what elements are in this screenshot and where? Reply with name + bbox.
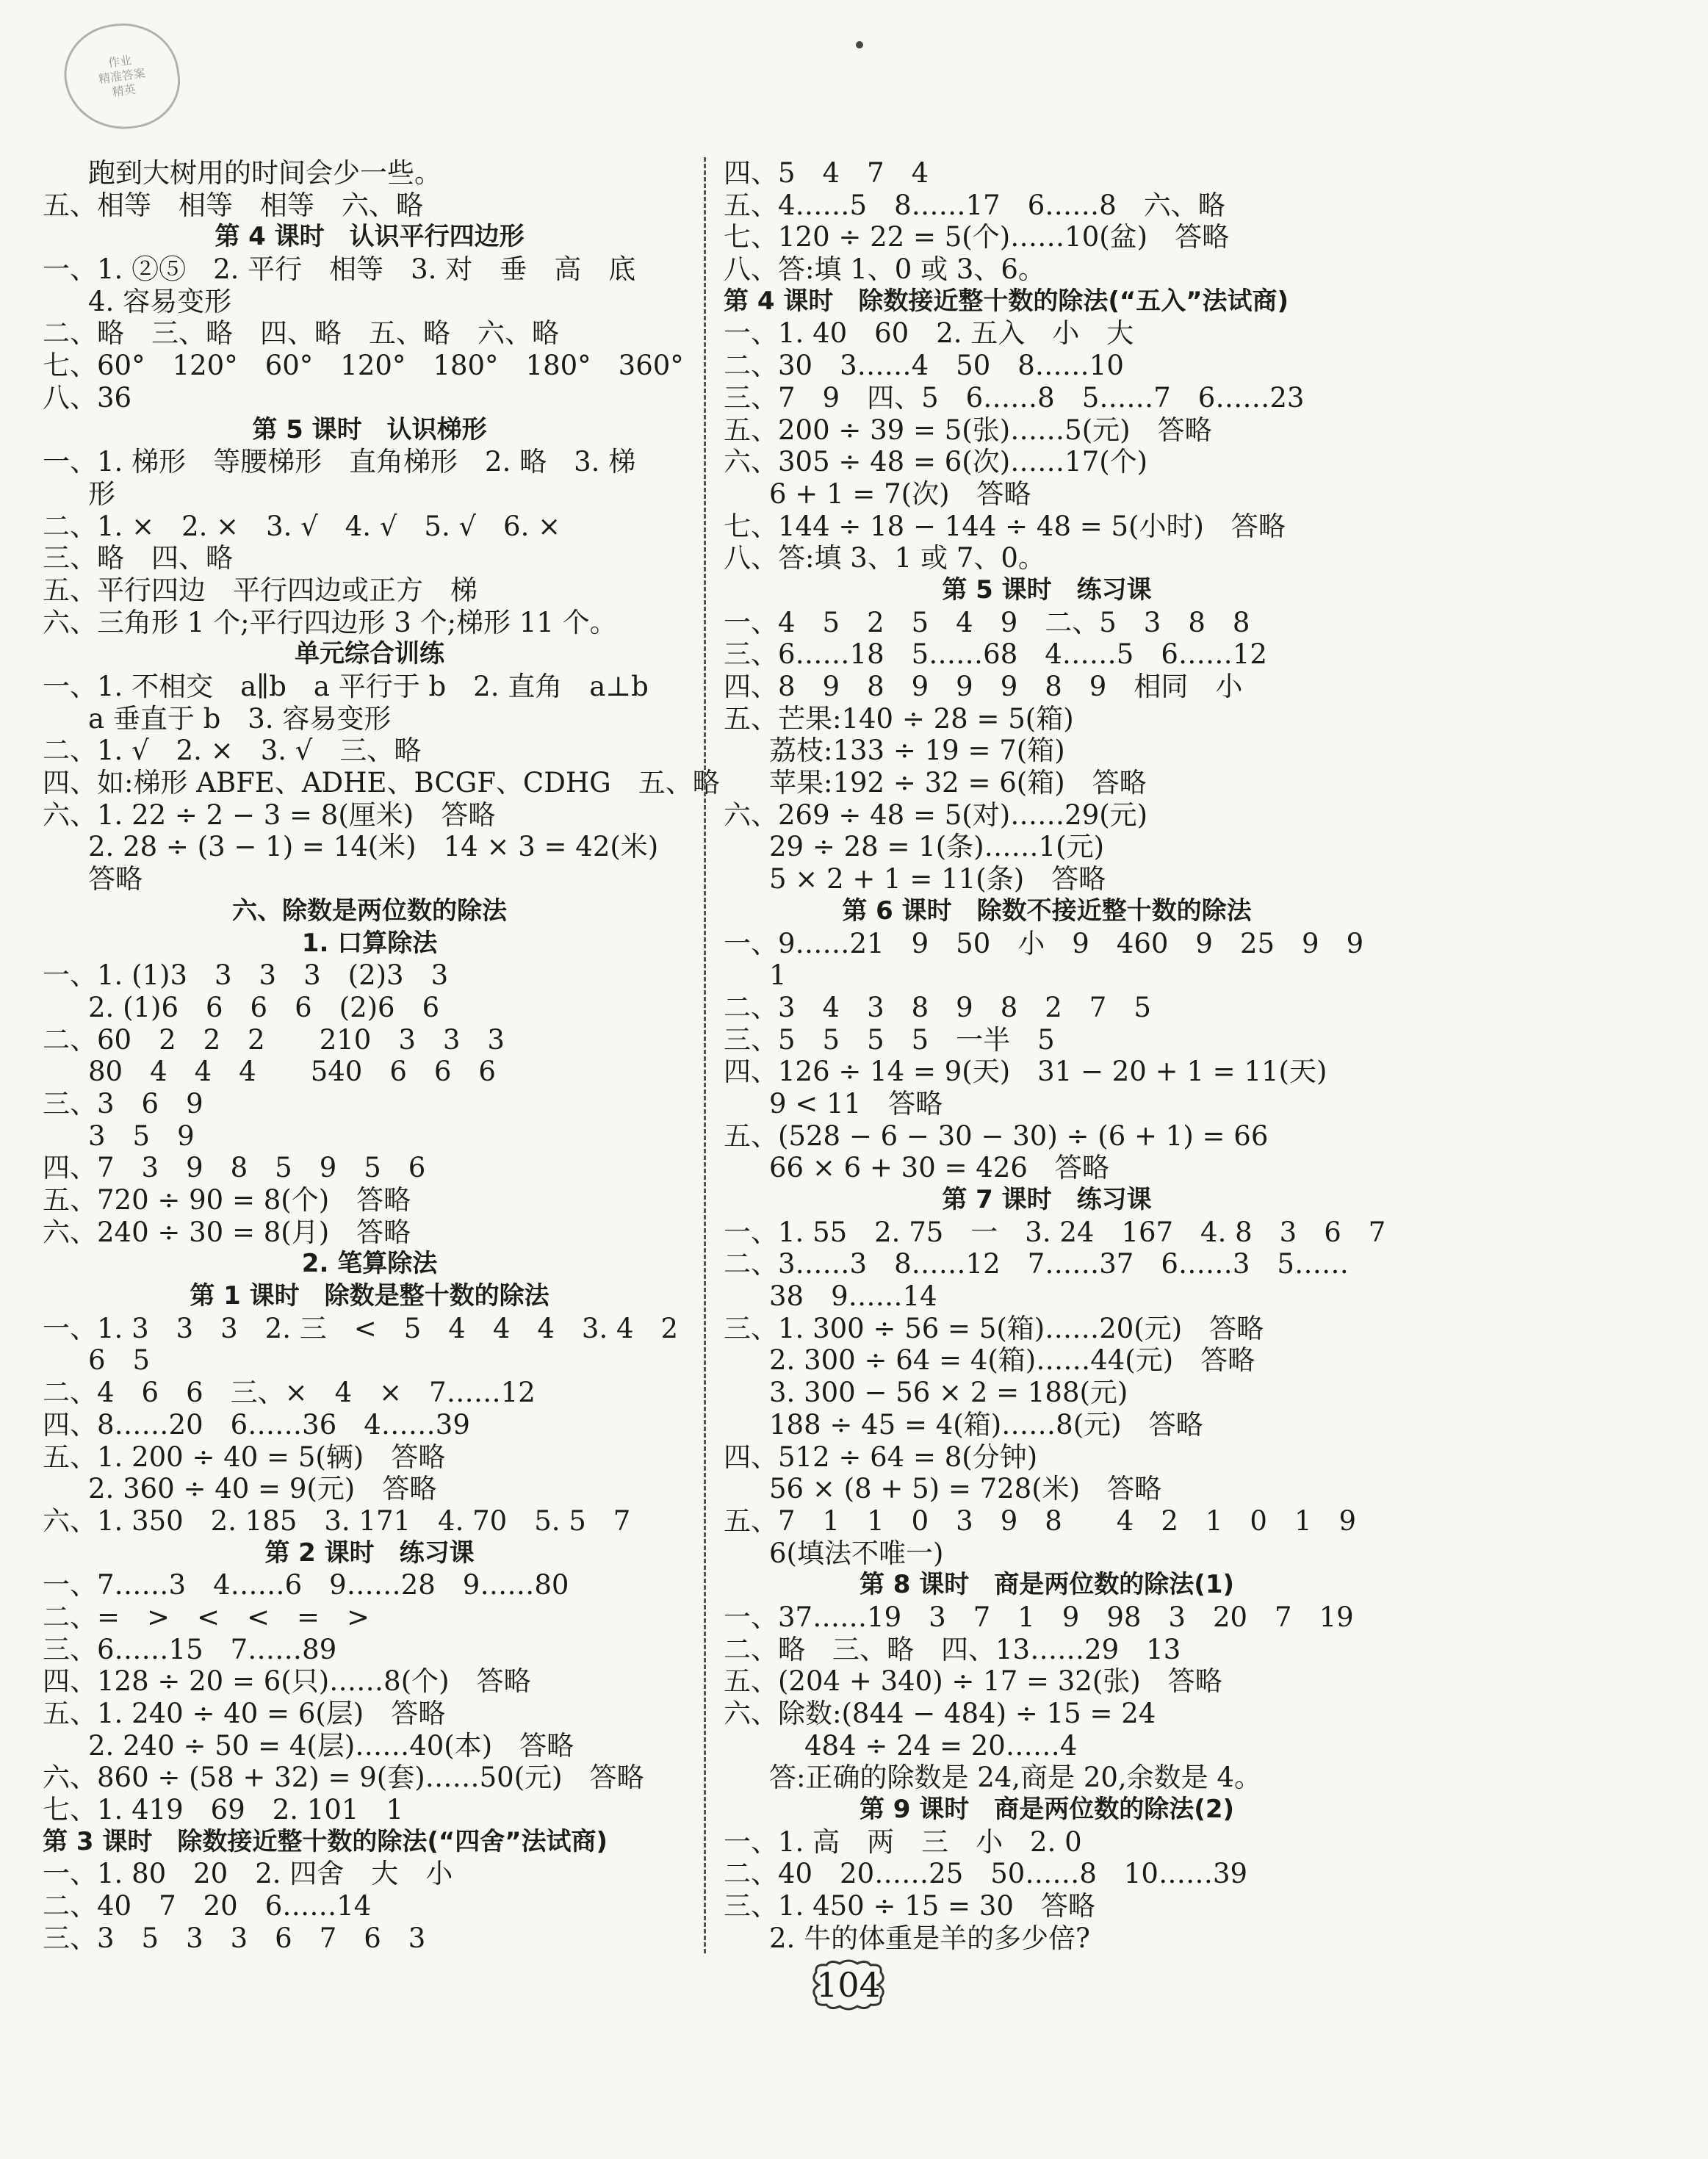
- answer-line: 四、128 ÷ 20 = 6(只)……8(个) 答略: [43, 1665, 531, 1698]
- section-heading: 第 4 课时 除数接近整十数的除法(“五入”法试商): [724, 286, 1289, 316]
- answer-line: 五、1. 240 ÷ 40 = 6(层) 答略: [43, 1698, 446, 1729]
- answer-line: 八、36: [43, 381, 132, 414]
- section-heading: 第 8 课时 商是两位数的除法(1): [859, 1570, 1235, 1600]
- column-divider: [704, 157, 706, 1953]
- section-heading: 第 3 课时 除数接近整十数的除法(“四舍”法试商): [43, 1826, 608, 1856]
- section-heading: 1. 口算除法: [301, 928, 438, 958]
- answer-line: 四、5 4 7 4: [724, 157, 929, 189]
- answer-line: 一、1. (1)3 3 3 3 (2)3 3: [43, 959, 449, 992]
- answer-line: 2. 360 ÷ 40 = 9(元) 答略: [88, 1473, 437, 1505]
- answer-line: 七、60° 120° 60° 120° 180° 180° 360°: [43, 350, 684, 382]
- answer-line: 六、三角形 1 个;平行四边形 3 个;梯形 11 个。: [43, 606, 617, 638]
- section-heading: 六、除数是两位数的除法: [232, 895, 507, 926]
- answer-line: 三、5 5 5 5 一半 5: [724, 1023, 1055, 1056]
- answer-line: 跑到大树用的时间会少一些。: [88, 157, 442, 189]
- answer-line: 五、平行四边 平行四边或正方 梯: [43, 574, 478, 606]
- section-heading: 第 9 课时 商是两位数的除法(2): [859, 1795, 1235, 1825]
- answer-line: 一、1. 55 2. 75 一 3. 24 167 4. 8 3 6 7: [724, 1216, 1386, 1248]
- answer-line: 三、3 6 9: [43, 1087, 203, 1120]
- answer-line: 五、720 ÷ 90 = 8(个) 答略: [43, 1184, 411, 1216]
- answer-line: 6(填法不唯一): [769, 1537, 944, 1569]
- answer-line: 二、1. √ 2. × 3. √ 三、略: [43, 735, 422, 767]
- answer-line: 一、1. 高 两 三 小 2. 0: [724, 1825, 1082, 1858]
- section-heading: 第 7 课时 练习课: [942, 1185, 1152, 1214]
- answer-line: 一、1. 40 60 2. 五入 小 大: [724, 317, 1134, 350]
- answer-line: 答略: [88, 863, 143, 895]
- answer-line: 二、40 7 20 6……14: [43, 1890, 372, 1922]
- section-heading: 第 5 课时 练习课: [942, 574, 1152, 605]
- section-heading: 第 5 课时 认识梯形: [252, 414, 487, 444]
- section-heading: 第 1 课时 除数是整十数的除法: [190, 1281, 549, 1311]
- answer-line: 一、1. 梯形 等腰梯形 直角梯形 2. 略 3. 梯: [43, 446, 636, 478]
- answer-line: 56 × (8 + 5) = 728(米) 答略: [769, 1473, 1162, 1505]
- answer-line: 五、相等 相等 相等 六、略: [43, 189, 423, 221]
- answer-line: 一、1. 不相交 a∥b a 平行于 b 2. 直角 a⊥b: [43, 671, 649, 702]
- answer-line: 六、860 ÷ (58 + 32) = 9(套)……50(元) 答略: [43, 1762, 644, 1794]
- answer-line: 6 5: [88, 1344, 151, 1377]
- answer-line: 七、120 ÷ 22 = 5(个)……10(盆) 答略: [724, 221, 1230, 253]
- answer-line: 二、3 4 3 8 9 8 2 7 5: [724, 991, 1151, 1023]
- answer-line: 六、240 ÷ 30 = 8(月) 答略: [43, 1216, 411, 1248]
- answer-line: 二、1. × 2. × 3. √ 4. √ 5. √ 6. ×: [43, 510, 561, 542]
- answer-line: 五、1. 200 ÷ 40 = 5(辆) 答略: [43, 1441, 446, 1473]
- answer-line: 一、1. 80 20 2. 四舍 大 小: [43, 1858, 453, 1890]
- answer-line: 形: [88, 477, 115, 510]
- answer-line: 一、37……19 3 7 1 9 98 3 20 7 19: [724, 1601, 1354, 1633]
- answer-line: 五、4……5 8……17 6……8 六、略: [724, 189, 1225, 221]
- answer-line: 9 < 11 答略: [769, 1087, 943, 1120]
- answer-line: 八、答:填 1、0 或 3、6。: [724, 253, 1045, 286]
- answer-line: 六、除数:(844 − 484) ÷ 15 = 24: [724, 1698, 1156, 1729]
- answer-line: 一、7……3 4……6 9……28 9……80: [43, 1569, 569, 1601]
- answer-line: 3 5 9: [88, 1120, 195, 1152]
- answer-line: 六、1. 350 2. 185 3. 171 4. 70 5. 5 7: [43, 1504, 631, 1537]
- section-heading: 第 2 课时 练习课: [264, 1538, 475, 1568]
- answer-line: 四、8 9 8 9 9 9 8 9 相同 小: [724, 671, 1243, 702]
- section-heading: 2. 笔算除法: [301, 1249, 438, 1279]
- answer-line: 2. 28 ÷ (3 − 1) = 14(米) 14 × 3 = 42(米): [88, 831, 659, 863]
- section-heading: 第 6 课时 除数不接近整十数的除法: [842, 895, 1252, 926]
- answer-line: 五、200 ÷ 39 = 5(张)……5(元) 答略: [724, 414, 1212, 446]
- answer-line: 六、269 ÷ 48 = 5(对)……29(元): [724, 799, 1148, 831]
- stamp-line-2: 精准答案: [97, 65, 146, 87]
- answer-line: 三、1. 450 ÷ 15 = 30 答略: [724, 1890, 1095, 1922]
- answer-line: 三、略 四、略: [43, 542, 233, 574]
- answer-line: 二、4 6 6 三、× 4 × 7……12: [43, 1377, 536, 1409]
- answer-line: 三、1. 300 ÷ 56 = 5(箱)……20(元) 答略: [724, 1312, 1264, 1344]
- answer-line: a 垂直于 b 3. 容易变形: [88, 702, 392, 735]
- answer-line: 6 + 1 = 7(次) 答略: [769, 477, 1031, 510]
- answer-line: 484 ÷ 24 = 20……4: [804, 1729, 1078, 1762]
- stamp-line-1: 作业: [107, 53, 133, 71]
- answer-line: 二、3……3 8……12 7……37 6……3 5……: [724, 1248, 1349, 1280]
- page-number-badge: [804, 1958, 893, 2012]
- answer-line: 五、(204 + 340) ÷ 17 = 32(张) 答略: [724, 1665, 1222, 1698]
- answer-line: 一、1. 3 3 3 2. 三 < 5 4 4 4 3. 4 2: [43, 1312, 679, 1344]
- answer-line: 188 ÷ 45 = 4(箱)……8(元) 答略: [769, 1408, 1203, 1441]
- answer-line: 荔枝:133 ÷ 19 = 7(箱): [769, 735, 1065, 767]
- answer-line: 二、60 2 2 2 210 3 3 3: [43, 1023, 505, 1056]
- answer-line: 3. 300 − 56 × 2 = 188(元): [769, 1377, 1128, 1409]
- answer-line: 29 ÷ 28 = 1(条)……1(元): [769, 831, 1105, 863]
- answer-line: 二、= > < < = >: [43, 1601, 370, 1633]
- logo-stamp: [58, 16, 187, 137]
- answer-line: 2. 300 ÷ 64 = 4(箱)……44(元) 答略: [769, 1344, 1255, 1377]
- answer-line: 五、7 1 1 0 3 9 8 4 2 1 0 1 9: [724, 1504, 1357, 1537]
- answer-line: 二、30 3……4 50 8……10: [724, 350, 1124, 382]
- answer-line: 苹果:192 ÷ 32 = 6(箱) 答略: [769, 767, 1147, 799]
- left-column: [43, 157, 720, 1955]
- answer-line: 五、芒果:140 ÷ 28 = 5(箱): [724, 702, 1074, 735]
- answer-line: 4. 容易变形: [88, 285, 232, 317]
- answer-line: 一、1. ②⑤ 2. 平行 相等 3. 对 垂 高 底: [43, 253, 636, 286]
- answer-line: 一、4 5 2 5 4 9 二、5 3 8 8: [724, 606, 1250, 638]
- section-heading: 第 4 课时 认识平行四边形: [215, 222, 525, 252]
- answer-line: 三、7 9 四、5 6……8 5……7 6……23: [724, 381, 1305, 414]
- answer-line: 5 × 2 + 1 = 11(条) 答略: [769, 863, 1106, 895]
- answer-line: 三、6……18 5……68 4……5 6……12: [724, 638, 1267, 671]
- answer-line: 六、305 ÷ 48 = 6(次)……17(个): [724, 446, 1148, 478]
- answer-line: 2. 牛的体重是羊的多少倍?: [769, 1922, 1090, 1954]
- top-dot: [856, 41, 863, 48]
- answer-line: 五、(528 − 6 − 30 − 30) ÷ (6 + 1) = 66: [724, 1120, 1269, 1152]
- answer-line: 四、8……20 6……36 4……39: [43, 1408, 470, 1441]
- answer-line: 38 9……14: [769, 1280, 937, 1313]
- answer-line: 三、3 5 3 3 6 7 6 3: [43, 1922, 426, 1954]
- answer-line: 三、6……15 7……89: [43, 1633, 337, 1665]
- answer-line: 八、答:填 3、1 或 7、0。: [724, 542, 1045, 574]
- stamp-line-3: 精英: [111, 82, 137, 99]
- answer-line: 二、40 20……25 50……8 10……39: [724, 1858, 1248, 1890]
- right-column: [724, 157, 1386, 1955]
- answer-line: 答:正确的除数是 24,商是 20,余数是 4。: [769, 1762, 1261, 1794]
- answer-line: 二、略 三、略 四、13……29 13: [724, 1633, 1181, 1665]
- page-number: 104: [816, 1965, 881, 2005]
- answer-line: 二、略 三、略 四、略 五、略 六、略: [43, 317, 559, 350]
- answer-line: 四、如:梯形 ABFE、ADHE、BCGF、CDHG 五、略: [43, 767, 720, 799]
- answer-line: 四、7 3 9 8 5 9 5 6: [43, 1152, 426, 1184]
- answer-line: 六、1. 22 ÷ 2 − 3 = 8(厘米) 答略: [43, 799, 496, 831]
- answer-line: 一、9……21 9 50 小 9 460 9 25 9 9: [724, 927, 1364, 959]
- answer-line: 七、1. 419 69 2. 101 1: [43, 1794, 403, 1826]
- answer-line: 80 4 4 4 540 6 6 6: [88, 1056, 496, 1088]
- answer-line: 七、144 ÷ 18 − 144 ÷ 48 = 5(小时) 答略: [724, 510, 1286, 542]
- answer-line: 1: [769, 959, 787, 992]
- answer-line: 66 × 6 + 30 = 426 答略: [769, 1152, 1109, 1184]
- answer-line: 四、126 ÷ 14 = 9(天) 31 − 20 + 1 = 11(天): [724, 1056, 1327, 1088]
- section-heading: 单元综合训练: [295, 639, 444, 669]
- answer-line: 2. (1)6 6 6 6 (2)6 6: [88, 991, 440, 1023]
- answer-line: 四、512 ÷ 64 = 8(分钟): [724, 1441, 1038, 1473]
- answer-line: 2. 240 ÷ 50 = 4(层)……40(本) 答略: [88, 1729, 574, 1762]
